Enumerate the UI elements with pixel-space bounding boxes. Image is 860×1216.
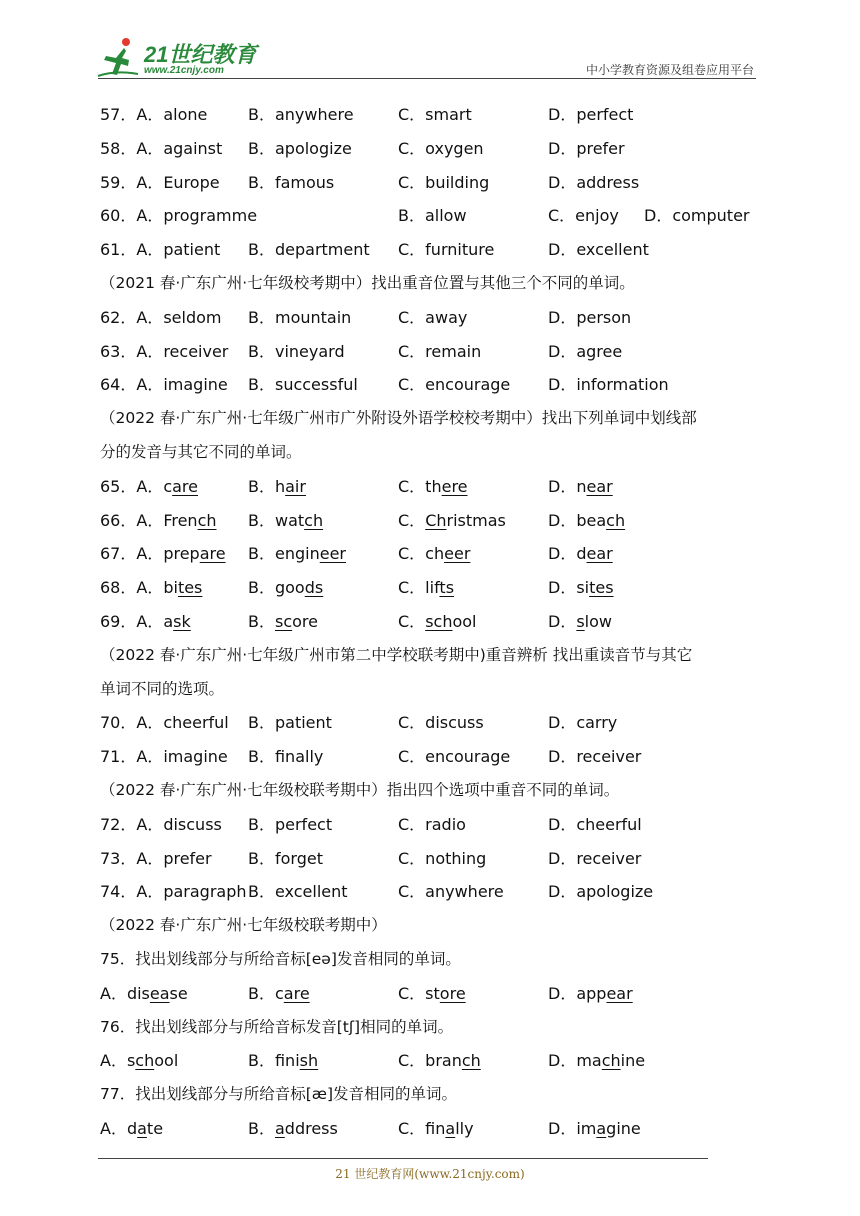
question-number: 66． [100,510,137,530]
question-row [0,808,860,842]
question-number: 67． [100,544,137,564]
underlined-part: a [137,1118,147,1138]
option-a: A．paragraph [136,882,247,902]
underlined-part: are [172,476,198,496]
option-a: A．alone [136,105,208,124]
question-number: 62． [100,307,137,327]
section-instruction-cont: 单词不同的选项。 [100,679,225,698]
option-b: B．excellent [248,882,348,902]
question-stem: 76．找出划线部分与所给音标发音[tʃ]相同的单词。 [100,1017,454,1036]
question-row [0,199,860,233]
option-a: A．date [100,1118,164,1138]
page-footer[interactable]: 21 世纪教育网(www.21cnjy.com) [335,1167,525,1181]
question-number: 72． [100,814,137,834]
option-c: C．Christmas [398,510,506,530]
option-b: B．finish [248,1051,319,1071]
option-b: B．patient [248,713,332,733]
option-c: C．building [398,172,490,192]
option-c: C．anywhere [398,882,504,902]
option-d: D．person [548,307,632,327]
option-c: C．finally [398,1118,474,1138]
option-a: A．programme [136,206,258,226]
underlined-part: ch [135,1051,155,1071]
option-b: B．score [248,611,318,631]
option-b: B．forget [248,848,323,868]
question-row: 65．A．care B．hair C．there D．near [0,470,860,504]
underlined-part: a [274,1118,285,1138]
option-d: D．computer [644,206,750,226]
underlined-part: ch [606,510,626,530]
underlined-part: ear [586,476,613,496]
question-number: 58． [100,138,137,158]
option-a: A．school [100,1051,179,1071]
option-d: D．near [548,476,613,496]
option-c: C．encourage [398,747,511,767]
option-b: B．hair [248,476,306,496]
option-d: D．dear [548,544,613,564]
question-row: 67．A．prepare B．engineer C．cheer D．dear [0,537,860,571]
question-row [0,166,860,200]
question-number: 64． [100,375,137,395]
option-d: D．excellent [548,240,649,260]
underlined-part: are [283,983,310,1003]
question-number: 60． [100,206,137,226]
option-d: D．perfect [548,105,634,124]
underlined-part: ear [606,983,633,1003]
underlined-part: a [445,1118,456,1138]
option-c: C．remain [398,341,482,361]
question-row [0,368,860,402]
underlined-part: ch [461,1051,481,1071]
option-d: D．address [548,172,640,192]
option-d: D．appear [548,983,633,1003]
option-c: C．there [398,476,468,496]
underlined-part: sk [173,611,191,631]
logo-text: 21世纪教育 [144,42,257,67]
question-number: 70． [100,713,137,733]
option-c: C．cheer [398,544,471,564]
option-d: D．machine [548,1051,646,1071]
question-row [0,1044,860,1078]
underlined-part: tes [589,578,614,598]
option-d: D．prefer [548,138,625,158]
option-c: C．enjoy [548,206,619,226]
section-instruction: （2022 春·广东广州·七年级校联考期中）指出四个选项中重音不同的单词。 [100,780,620,799]
underlined-part: ds [304,578,324,598]
question-row [0,301,860,335]
question-number: 74． [100,882,137,902]
option-b: B．famous [248,172,335,192]
option-d: D．beach [548,510,626,530]
question-row: 69．A．ask B．score C．school D．slow [0,605,860,639]
runner-logo-icon [96,36,140,80]
option-c: C．encourage [398,375,511,395]
underlined-part: are [199,544,226,564]
section-instruction: （2022 春·广东广州·七年级广州市第二中学校联考期中)重音辨析 找出重读音节与其它 [100,645,693,664]
underlined-part: tes [177,578,203,598]
option-c: C．away [398,307,468,327]
question-number: 68． [100,578,137,598]
option-c: C．branch [398,1051,481,1071]
option-d: D．imagine [548,1118,641,1138]
option-a: A．discuss [136,814,222,834]
underlined-part: ch [304,510,324,530]
option-b: B．address [248,1118,338,1138]
section-instruction: （2021 春·广东广州·七年级校考期中）找出重音位置与其他三个不同的单词。 [100,273,635,292]
option-b: B．engineer [248,544,346,564]
option-b: B．goods [248,578,324,598]
question-number: 59． [100,172,137,192]
underlined-part: ear [586,544,613,564]
underlined-part: sch [425,611,453,631]
question-row: 66．A．French B．watch C．Christmas D．beach [0,504,860,538]
option-a: A．imagine [136,747,228,767]
option-b: B．care [248,983,310,1003]
underlined-part: s [576,611,585,631]
underlined-part: ore [439,983,466,1003]
option-a: A．receiver [136,341,229,361]
question-number: 71． [100,747,137,767]
option-c: C．oxygen [398,138,484,158]
question-row: 68．A．bites B．goods C．lifts D．sites [0,571,860,605]
question-row [0,132,860,166]
underlined-part: eer [444,544,471,564]
option-a: A．against [136,138,223,158]
question-row [0,335,860,369]
option-d: D．carry [548,713,618,733]
question-stem: 77．找出划线部分与所给音标[æ]发音相同的单词。 [100,1085,458,1104]
option-d: D．information [548,375,669,395]
option-a: A．prefer [136,848,212,868]
question-row [0,98,860,132]
underlined-part: ch [197,510,217,530]
option-c: C．furniture [398,240,495,260]
question-number: 63． [100,341,137,361]
option-d: D．sites [548,578,614,598]
question-number: 57． [100,105,137,124]
question-stem: 75．找出划线部分与所给音标[eə]发音相同的单词。 [100,949,461,968]
underlined-part: ere [441,476,468,496]
underlined-part: sc [274,611,293,631]
option-d: D．receiver [548,848,642,868]
question-number: 61． [100,240,137,260]
option-b: B．allow [398,206,467,226]
question-number: 73． [100,848,137,868]
option-d: D．agree [548,341,623,361]
page-header [0,0,860,80]
option-c: C．nothing [398,848,487,868]
option-c: C．lifts [398,578,455,598]
option-b: B．vineyard [248,341,345,361]
option-b: B．successful [248,375,358,395]
section-instruction-cont: 分的发音与其它不同的单词。 [100,442,302,461]
logo-url: www.21cnjy.com [144,65,224,76]
option-a: A．seldom [136,307,222,327]
footer-divider [98,1158,708,1159]
underlined-part: ts [439,578,455,598]
header-divider [98,78,756,79]
question-row [0,875,860,909]
option-b: B．department [248,240,370,260]
option-b: B．mountain [248,307,352,327]
option-a: A．imagine [136,375,228,395]
question-row [0,706,860,740]
option-a: A．disease [100,983,188,1003]
section-instruction: （2022 春·广东广州·七年级校联考期中） [100,916,387,935]
option-a: A．cheerful [136,713,229,733]
question-row [0,740,860,774]
underlined-part: a [596,1118,607,1138]
option-d: D．slow [548,611,612,631]
question-row [0,977,860,1011]
option-c: C．discuss [398,713,484,733]
underlined-part: sh [299,1051,319,1071]
question-row [0,233,860,267]
option-b: B．finally [248,747,324,767]
section-instruction: （2022 春·广东广州·七年级广州市广外附设外语学校校考期中）找出下列单词中划线部 [100,409,697,428]
option-c: C．radio [398,814,466,834]
option-d: D．apologize [548,882,654,902]
option-d: D．cheerful [548,814,642,834]
option-c: C．store [398,983,466,1003]
question-row [0,1112,860,1146]
underlined-part: ea [149,983,170,1003]
option-a: A．patient [136,240,221,260]
question-number: 69． [100,611,137,631]
site-logo[interactable] [96,36,266,80]
underlined-part: Ch [425,510,447,530]
option-b: B．apologize [248,138,352,158]
option-d: D．receiver [548,747,642,767]
underlined-part: eer [319,544,346,564]
underlined-part: ch [601,1051,621,1071]
option-b: B．watch [248,510,324,530]
option-a: A．Europe [136,172,220,192]
question-row [0,842,860,876]
option-c: C．smart [398,105,472,124]
option-c: C．school [398,611,477,631]
underlined-part: air [285,476,306,496]
option-b: B．anywhere [248,105,354,124]
question-number: 65． [100,476,137,496]
option-b: B．perfect [248,814,333,834]
platform-title: 中小学教育资源及组卷应用平台 [585,63,754,77]
question-content [0,98,860,1146]
